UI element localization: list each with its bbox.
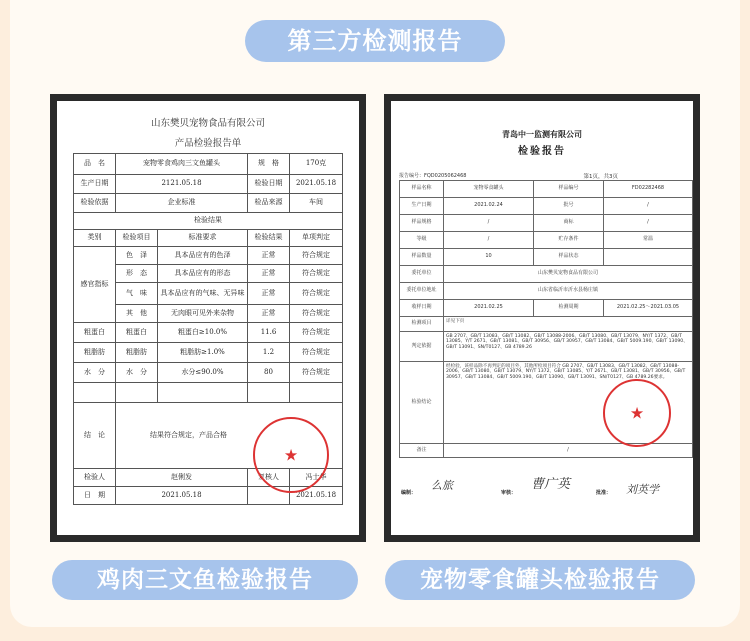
table-row-judge: 符合规定 — [290, 283, 343, 305]
right-company-seal — [603, 379, 671, 447]
client-addr-value: 山东省临沂市沂水县杨庄镇 — [444, 283, 693, 300]
seal-star-icon: ★ — [283, 445, 299, 465]
table-row-item: 形 态 — [116, 265, 158, 283]
table-row-label: 样品规格 — [400, 215, 444, 232]
table-row-value: 10 — [444, 249, 534, 266]
table-row-req: 粗蛋白≥10.0% — [158, 323, 248, 343]
right-report-company: 青岛中一监测有限公司 — [502, 130, 582, 139]
basis-value: 企业标准 — [116, 194, 248, 213]
table-row-req: 具本品应有的形态 — [158, 265, 248, 283]
handwritten-signature: 曹广英 — [531, 477, 571, 492]
prod-date-label: 生产日期 — [74, 175, 116, 194]
sensory-category: 感官指标 — [74, 247, 116, 323]
table-row-value: / — [444, 232, 534, 249]
table-row-category: 水 分 — [74, 363, 116, 383]
sig-reviewed-label: 审核： — [501, 490, 517, 496]
table-row-result: 正常 — [248, 265, 290, 283]
inspector-value: 赵俐发 — [116, 469, 248, 487]
table-row-label: 商标 — [534, 215, 604, 232]
table-row-judge: 符合规定 — [290, 363, 343, 383]
seal-star-icon: ★ — [629, 403, 645, 423]
page-info: 第1页，共3页 — [583, 174, 618, 180]
table-row-req: 无肉眼可见外来杂物 — [158, 305, 248, 323]
basis-label: 检验依据 — [74, 194, 116, 213]
handwritten-signature: 刘英学 — [626, 483, 659, 496]
source-label: 检品来源 — [248, 194, 290, 213]
items-label: 检测项目 — [400, 317, 444, 332]
col-req: 标准要求 — [158, 230, 248, 247]
table-row-category: 粗蛋白 — [74, 323, 116, 343]
col-result: 检验结果 — [248, 230, 290, 247]
table-row-result: 11.6 — [248, 323, 290, 343]
basis-label: 判定依据 — [400, 332, 444, 362]
reviewer-value: 冯士华 — [290, 469, 343, 487]
left-report-company: 山东樊贝宠物食品有限公司 — [150, 118, 265, 129]
results-header: 检验结果 — [74, 213, 343, 230]
table-row-result: 正常 — [248, 283, 290, 305]
table-row-value: FD02282468 — [604, 181, 693, 198]
table-row-value: / — [604, 215, 693, 232]
date-label: 日 期 — [74, 487, 116, 505]
table-row-category: 粗脂肪 — [74, 343, 116, 363]
period-value: 2021.02.25～2021.03.05 — [604, 300, 693, 317]
right-report-caption: 宠物零食罐头检验报告 — [385, 560, 695, 600]
table-row-item: 其 他 — [116, 305, 158, 323]
table-row-req: 具本品应有的气味、无异味 — [158, 283, 248, 305]
table-row-value — [604, 249, 693, 266]
table-row-judge: 符合规定 — [290, 323, 343, 343]
right-report-title: 检验报告 — [518, 146, 566, 157]
table-row-value: 2021.02.24 — [444, 198, 534, 215]
table-row-value: 宠物零食罐头 — [444, 181, 534, 198]
table-row-label: 等级 — [400, 232, 444, 249]
right-report-frame — [384, 94, 700, 542]
table-row-req: 粗脂肪≥1.0% — [158, 343, 248, 363]
conclusion-value: 经检验，该样品除不再判定的项目外，其他所检项目符合 GB 2707、GB/T 13083、GB/T 13082、GB/T 13088-2006、GB/T 13080、GB/T 13079、NY/T 1372、GB/T 13085、Y/T 2671、GB/T 13081、GB/T 30956、GB/T 30957、GB/T 13084、GB/T 5009.190、GB/T 13090、GB/T 13091、SN/T0127、GB 4789.26要求。 — [444, 362, 693, 444]
table-row-value: 常温 — [604, 232, 693, 249]
spec-value: 170克 — [290, 154, 343, 175]
client-value: 山东樊贝宠物食品有限公司 — [444, 266, 693, 283]
table-row-req: 水分≤90.0% — [158, 363, 248, 383]
test-date-value: 2021.05.18 — [290, 175, 343, 194]
prod-date-value: 2121.05.18 — [116, 175, 248, 194]
source-value: 车间 — [290, 194, 343, 213]
table-row-judge: 符合规定 — [290, 247, 343, 265]
table-row-item: 气 味 — [116, 283, 158, 305]
recv-label: 收样日期 — [400, 300, 444, 317]
table-row-item: 水 分 — [116, 363, 158, 383]
remark-label: 备注 — [400, 444, 444, 458]
left-report-caption: 鸡肉三文鱼检验报告 — [52, 560, 358, 600]
table-row-result: 正常 — [248, 305, 290, 323]
table-row-label: 生产日期 — [400, 198, 444, 215]
sig-approved-label: 批准： — [596, 490, 612, 496]
date1-value: 2021.05.18 — [116, 487, 248, 505]
col-item: 检验项目 — [116, 230, 158, 247]
table-row-value: / — [604, 198, 693, 215]
conclusion-label: 结 论 — [74, 403, 116, 469]
right-report-paper — [391, 101, 693, 535]
table-row-label: 样品编号 — [534, 181, 604, 198]
table-row-item: 粗蛋白 — [116, 323, 158, 343]
table-row-result: 80 — [248, 363, 290, 383]
left-company-seal — [253, 417, 329, 493]
table-row-judge: 符合规定 — [290, 343, 343, 363]
recv-value: 2021.02.25 — [444, 300, 534, 317]
conclusion-label: 检验结论 — [400, 362, 444, 444]
table-row-judge: 符合规定 — [290, 305, 343, 323]
table-row-result: 正常 — [248, 247, 290, 265]
client-label: 委托单位 — [400, 266, 444, 283]
test-date-label: 检验日期 — [248, 175, 290, 194]
inspector-label: 检验人 — [74, 469, 116, 487]
col-judge: 单项判定 — [290, 230, 343, 247]
items-value: 详见下页 — [444, 317, 693, 332]
date2-value: 2021.05.18 — [290, 487, 343, 505]
handwritten-signature: 么旅 — [431, 479, 453, 492]
table-row-value: / — [444, 215, 534, 232]
product-name-label: 品 名 — [74, 154, 116, 175]
table-row-label: 贮存条件 — [534, 232, 604, 249]
table-row-label: 样品名称 — [400, 181, 444, 198]
table-row-label: 批号 — [534, 198, 604, 215]
table-row-item: 粗脂肪 — [116, 343, 158, 363]
page-title: 第三方检测报告 — [245, 20, 505, 62]
table-row-label: 样品数量 — [400, 249, 444, 266]
remark-value: / — [444, 444, 693, 458]
left-report-frame — [50, 94, 366, 542]
spec-label: 规 格 — [248, 154, 290, 175]
table-row-judge: 符合规定 — [290, 265, 343, 283]
basis-value: GB 2707、GB/T 13083、GB/T 13082、GB/T 13088-2006、GB/T 13080、GB/T 13079、NY/T 1372、GB/T 13085、Y/T 2671、GB/T 13081、GB/T 30956、GB/T 30957、GB/T 13084、GB/T 5009.190、GB/T 13090、GB/T 13091、SN/T0127、GB 4789.26 — [444, 332, 693, 362]
conclusion-text: 结果符合规定，产品合格 — [116, 403, 343, 469]
col-category: 类别 — [74, 230, 116, 247]
report-number: 报告编号：FQD0205062468 — [399, 173, 467, 179]
table-row-item: 色 泽 — [116, 247, 158, 265]
left-report-title: 产品检验报告单 — [174, 138, 242, 149]
sig-prepared-label: 编制： — [401, 490, 417, 496]
client-addr-label: 委托单位地址 — [400, 283, 444, 300]
product-name-value: 宠物零食鸡肉三文鱼罐头 — [116, 154, 248, 175]
table-row-result: 1.2 — [248, 343, 290, 363]
table-row-req: 具本品应有的色泽 — [158, 247, 248, 265]
period-label: 检测周期 — [534, 300, 604, 317]
left-report-paper — [57, 101, 359, 535]
table-row-label: 样品状态 — [534, 249, 604, 266]
reviewer-label: 复核人 — [248, 469, 290, 487]
